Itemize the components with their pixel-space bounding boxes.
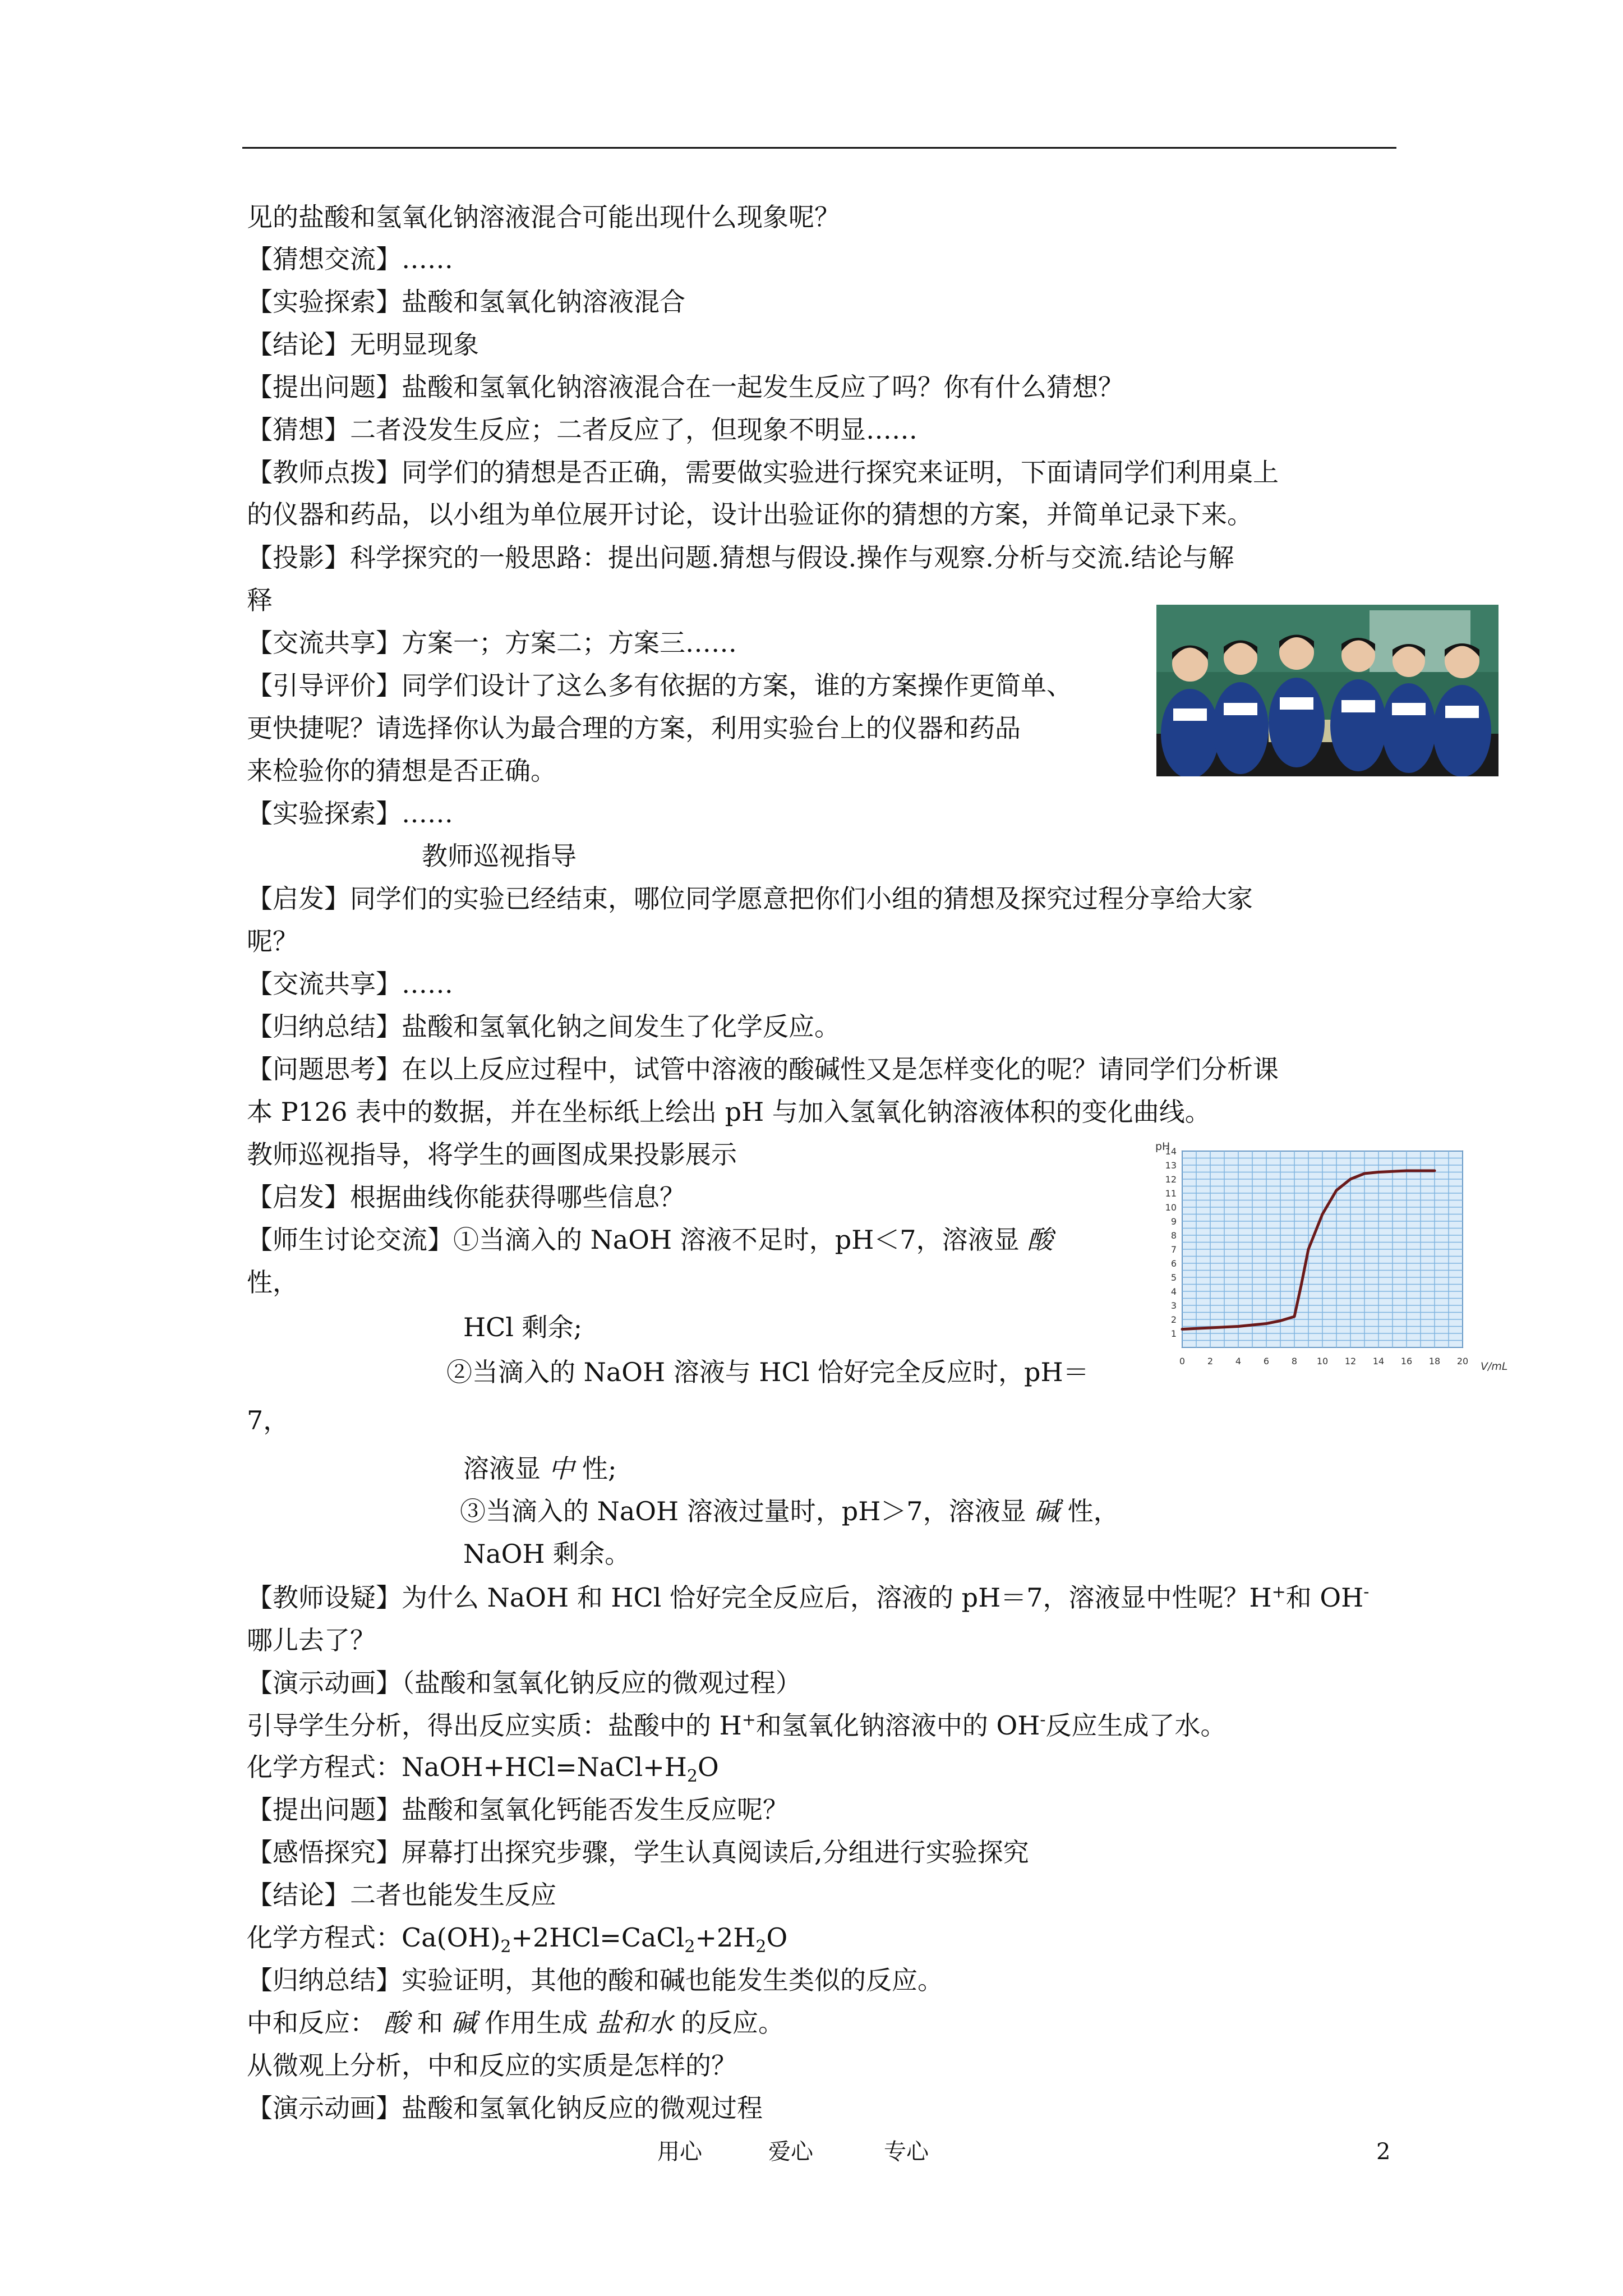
text-line: NaOH 剩余。 [463, 1539, 631, 1569]
ph-chart-svg [1137, 1139, 1519, 1380]
x-tick-label: 14 [1372, 1356, 1385, 1366]
text-line: 【交流共享】方案一；方案二；方案三…… [247, 628, 737, 658]
text-line: 来检验你的猜想是否正确。 [247, 756, 556, 786]
footer-motto-2: 爱心 [768, 2139, 813, 2165]
text-line: 【归纳总结】实验证明，其他的酸和碱也能发生类似的反应。 [247, 1965, 943, 1995]
x-tick-label: 2 [1207, 1356, 1214, 1366]
text-line: 的仪器和药品，以小组为单位展开讨论，设计出验证你的猜想的方案，并简单记录下来。 [247, 499, 1253, 530]
text-run: 的反应。 [681, 2008, 784, 2038]
text-line: 本 P126 表中的数据，并在坐标纸上绘出 pH 与加入氢氧化钠溶液体积的变化曲线。 [247, 1097, 1211, 1127]
x-tick-label: 8 [1291, 1356, 1298, 1366]
text-line: 【结论】无明显现象 [247, 329, 479, 360]
y-tick-label: 6 [1170, 1258, 1177, 1269]
classroom-photo [1156, 605, 1498, 776]
x-tick-label: 20 [1456, 1356, 1469, 1366]
text-line: 性， [247, 1267, 298, 1297]
text-line: 【猜想交流】…… [247, 244, 453, 274]
text-run: 和 [417, 2008, 443, 2038]
text-line: 【归纳总结】盐酸和氢氧化钠之间发生了化学反应。 [247, 1011, 840, 1042]
footer-motto-1: 用心 [657, 2139, 702, 2165]
answer-neutral: 中 [548, 1453, 574, 1484]
y-tick-label: 9 [1170, 1216, 1177, 1227]
text-run: 反应生成了水。 [1045, 1710, 1227, 1741]
x-tick-label: 10 [1316, 1356, 1329, 1366]
y-tick-label: 4 [1170, 1286, 1177, 1297]
text-run: 【师生讨论交流】①当滴入的 NaOH 溶液不足时，pH＜7，溶液显 [247, 1225, 1020, 1255]
x-axis-label: V/mL [1481, 1360, 1508, 1373]
text-line: HCl 剩余; [463, 1312, 583, 1342]
y-tick-label: 7 [1170, 1244, 1177, 1255]
text-line: ②当滴入的 NaOH 溶液与 HCl 恰好完全反应时，pH＝ [446, 1357, 1089, 1387]
y-tick-label: 14 [1165, 1146, 1177, 1157]
text-line: 教师巡视指导 [422, 841, 577, 871]
text-run: O [697, 1752, 719, 1782]
y-axis-label: pH [1155, 1140, 1170, 1153]
equation-line: 化学方程式：$NaOH+HCl=NaCl+H_2O$ [247, 1752, 719, 1787]
text-line: 哪儿去了？ [247, 1625, 376, 1655]
text-line: 教师巡视指导，将学生的画图成果投影展示 [247, 1139, 737, 1170]
text-line: 【启发】根据曲线你能获得哪些信息？ [247, 1182, 685, 1212]
text-run: 和氢氧化钠溶液中的 OH [755, 1710, 1040, 1741]
text-line: 【演示动画】（盐酸和氢氧化钠反应的微观过程） [247, 1668, 801, 1698]
text-line: 【实验探索】…… [247, 798, 453, 829]
text-line [460, 1494, 1119, 1528]
y-tick-label: 2 [1170, 1314, 1177, 1325]
text-run: ③当滴入的 NaOH 溶液过量时，pH＞7，溶液显 [460, 1496, 1026, 1526]
text-run: 【教师设疑】为什么 NaOH 和 HCl 恰好完全反应后，溶液的 pH＝7，溶液显中性呢？H [247, 1582, 1272, 1613]
text-line [247, 2006, 784, 2040]
header-rule [242, 147, 1396, 149]
y-tick-label: 3 [1170, 1300, 1177, 1311]
text-run: 作用生成 [485, 2008, 588, 2038]
text-run: +2HCl=CaCl [511, 1922, 685, 1953]
text-line: 【引导评价】同学们设计了这么多有依据的方案，谁的方案操作更简单、 [247, 670, 1072, 701]
answer-salt-water: 盐和水 [596, 2008, 673, 2038]
text-run: 和 OH [1285, 1582, 1364, 1613]
text-run: 引导学生分析，得出反应实质：盐酸中的 H [247, 1710, 742, 1741]
text-line [247, 1223, 1061, 1257]
text-line: 【猜想】二者没发生反应；二者反应了，但现象不明显…… [247, 415, 917, 445]
text-line: 【提出问题】盐酸和氢氧化钠溶液混合在一起发生反应了吗？你有什么猜想？ [247, 372, 1124, 402]
y-tick-label: 12 [1165, 1174, 1177, 1185]
y-tick-label: 11 [1165, 1188, 1177, 1199]
text-run: 溶液显 [463, 1453, 541, 1484]
text-line: 7， [247, 1405, 289, 1435]
y-tick-label: 8 [1170, 1230, 1177, 1241]
page-number: 2 [1376, 2139, 1391, 2165]
answer-acid: 酸 [1027, 1225, 1053, 1255]
y-tick-label: 1 [1170, 1328, 1177, 1339]
x-tick-labels [1179, 1356, 1468, 1366]
text-line: 呢？ [247, 926, 298, 956]
x-tick-label: 4 [1235, 1356, 1242, 1366]
text-line: 【演示动画】盐酸和氢氧化钠反应的微观过程 [247, 2093, 763, 2123]
ph-titration-chart [1137, 1139, 1519, 1380]
text-line: 从微观上分析，中和反应的实质是怎样的？ [247, 2050, 737, 2081]
text-run: 性; [582, 1453, 617, 1484]
text-line: 【教师点拨】同学们的猜想是否正确，需要做实验进行探究来证明，下面请同学们利用桌上 [247, 457, 1279, 487]
x-tick-label: 18 [1428, 1356, 1441, 1366]
text-run: 化学方程式：NaOH+HCl=NaCl+H [247, 1752, 687, 1782]
chart-gridlines [1182, 1151, 1463, 1347]
x-tick-label: 12 [1344, 1356, 1357, 1366]
text-line: 【结论】二者也能发生反应 [247, 1880, 556, 1910]
text-line: 【投影】科学探究的一般思路：提出问题.猜想与假设.操作与观察.分析与交流.结论与解 [247, 542, 1234, 573]
y-tick-label: 13 [1165, 1160, 1177, 1171]
text-line: 【教师设疑】为什么 NaOH 和 HCl 恰好完全反应后，溶液的 pH＝7，溶液显中性呢？H+和 OH- [247, 1582, 1370, 1613]
text-line: 引导学生分析，得出反应实质：盐酸中的 H+和氢氧化钠溶液中的 OH-反应生成了水。 [247, 1710, 1227, 1741]
x-tick-label: 16 [1400, 1356, 1413, 1366]
x-tick-label: 0 [1179, 1356, 1186, 1366]
equation-line: 化学方程式：$Ca(OH)_2+2HCl=CaCl_2+2H_2O$ [247, 1922, 788, 1957]
text-run: O [766, 1922, 788, 1953]
text-line: 【提出问题】盐酸和氢氧化钙能否发生反应呢？ [247, 1795, 789, 1825]
text-run: 性， [1067, 1496, 1119, 1526]
y-tick-label: 10 [1165, 1202, 1177, 1213]
text-line: 【启发】同学们的实验已经结束，哪位同学愿意把你们小组的猜想及探究过程分享给大家 [247, 884, 1253, 914]
y-tick-label: 5 [1170, 1272, 1177, 1283]
text-run: 中和反应： [247, 2008, 376, 2038]
answer-base: 碱 [451, 2008, 477, 2038]
text-line: 更快捷呢？请选择你认为最合理的方案，利用实验台上的仪器和药品 [247, 713, 1021, 743]
text-line: 释 [247, 585, 273, 615]
text-run: +2H [695, 1922, 756, 1953]
text-line [463, 1452, 617, 1485]
text-line: 【感悟探究】屏幕打出探究步骤，学生认真阅读后,分组进行实验探究 [247, 1837, 1029, 1867]
answer-base: 碱 [1034, 1496, 1060, 1526]
y-tick-labels [1165, 1146, 1177, 1339]
text-line: 见的盐酸和氢氧化钠溶液混合可能出现什么现象呢？ [247, 202, 840, 232]
text-line: 【交流共享】…… [247, 969, 453, 999]
text-line: 【实验探索】盐酸和氢氧化钠溶液混合 [247, 287, 685, 317]
answer-acid: 酸 [384, 2008, 409, 2038]
text-line: 【问题思考】在以上反应过程中，试管中溶液的酸碱性又是怎样变化的呢？请同学们分析课 [247, 1054, 1279, 1084]
x-tick-label: 6 [1263, 1356, 1270, 1366]
text-run: 化学方程式：Ca(OH) [247, 1922, 501, 1953]
footer-motto-3: 专心 [884, 2139, 929, 2165]
